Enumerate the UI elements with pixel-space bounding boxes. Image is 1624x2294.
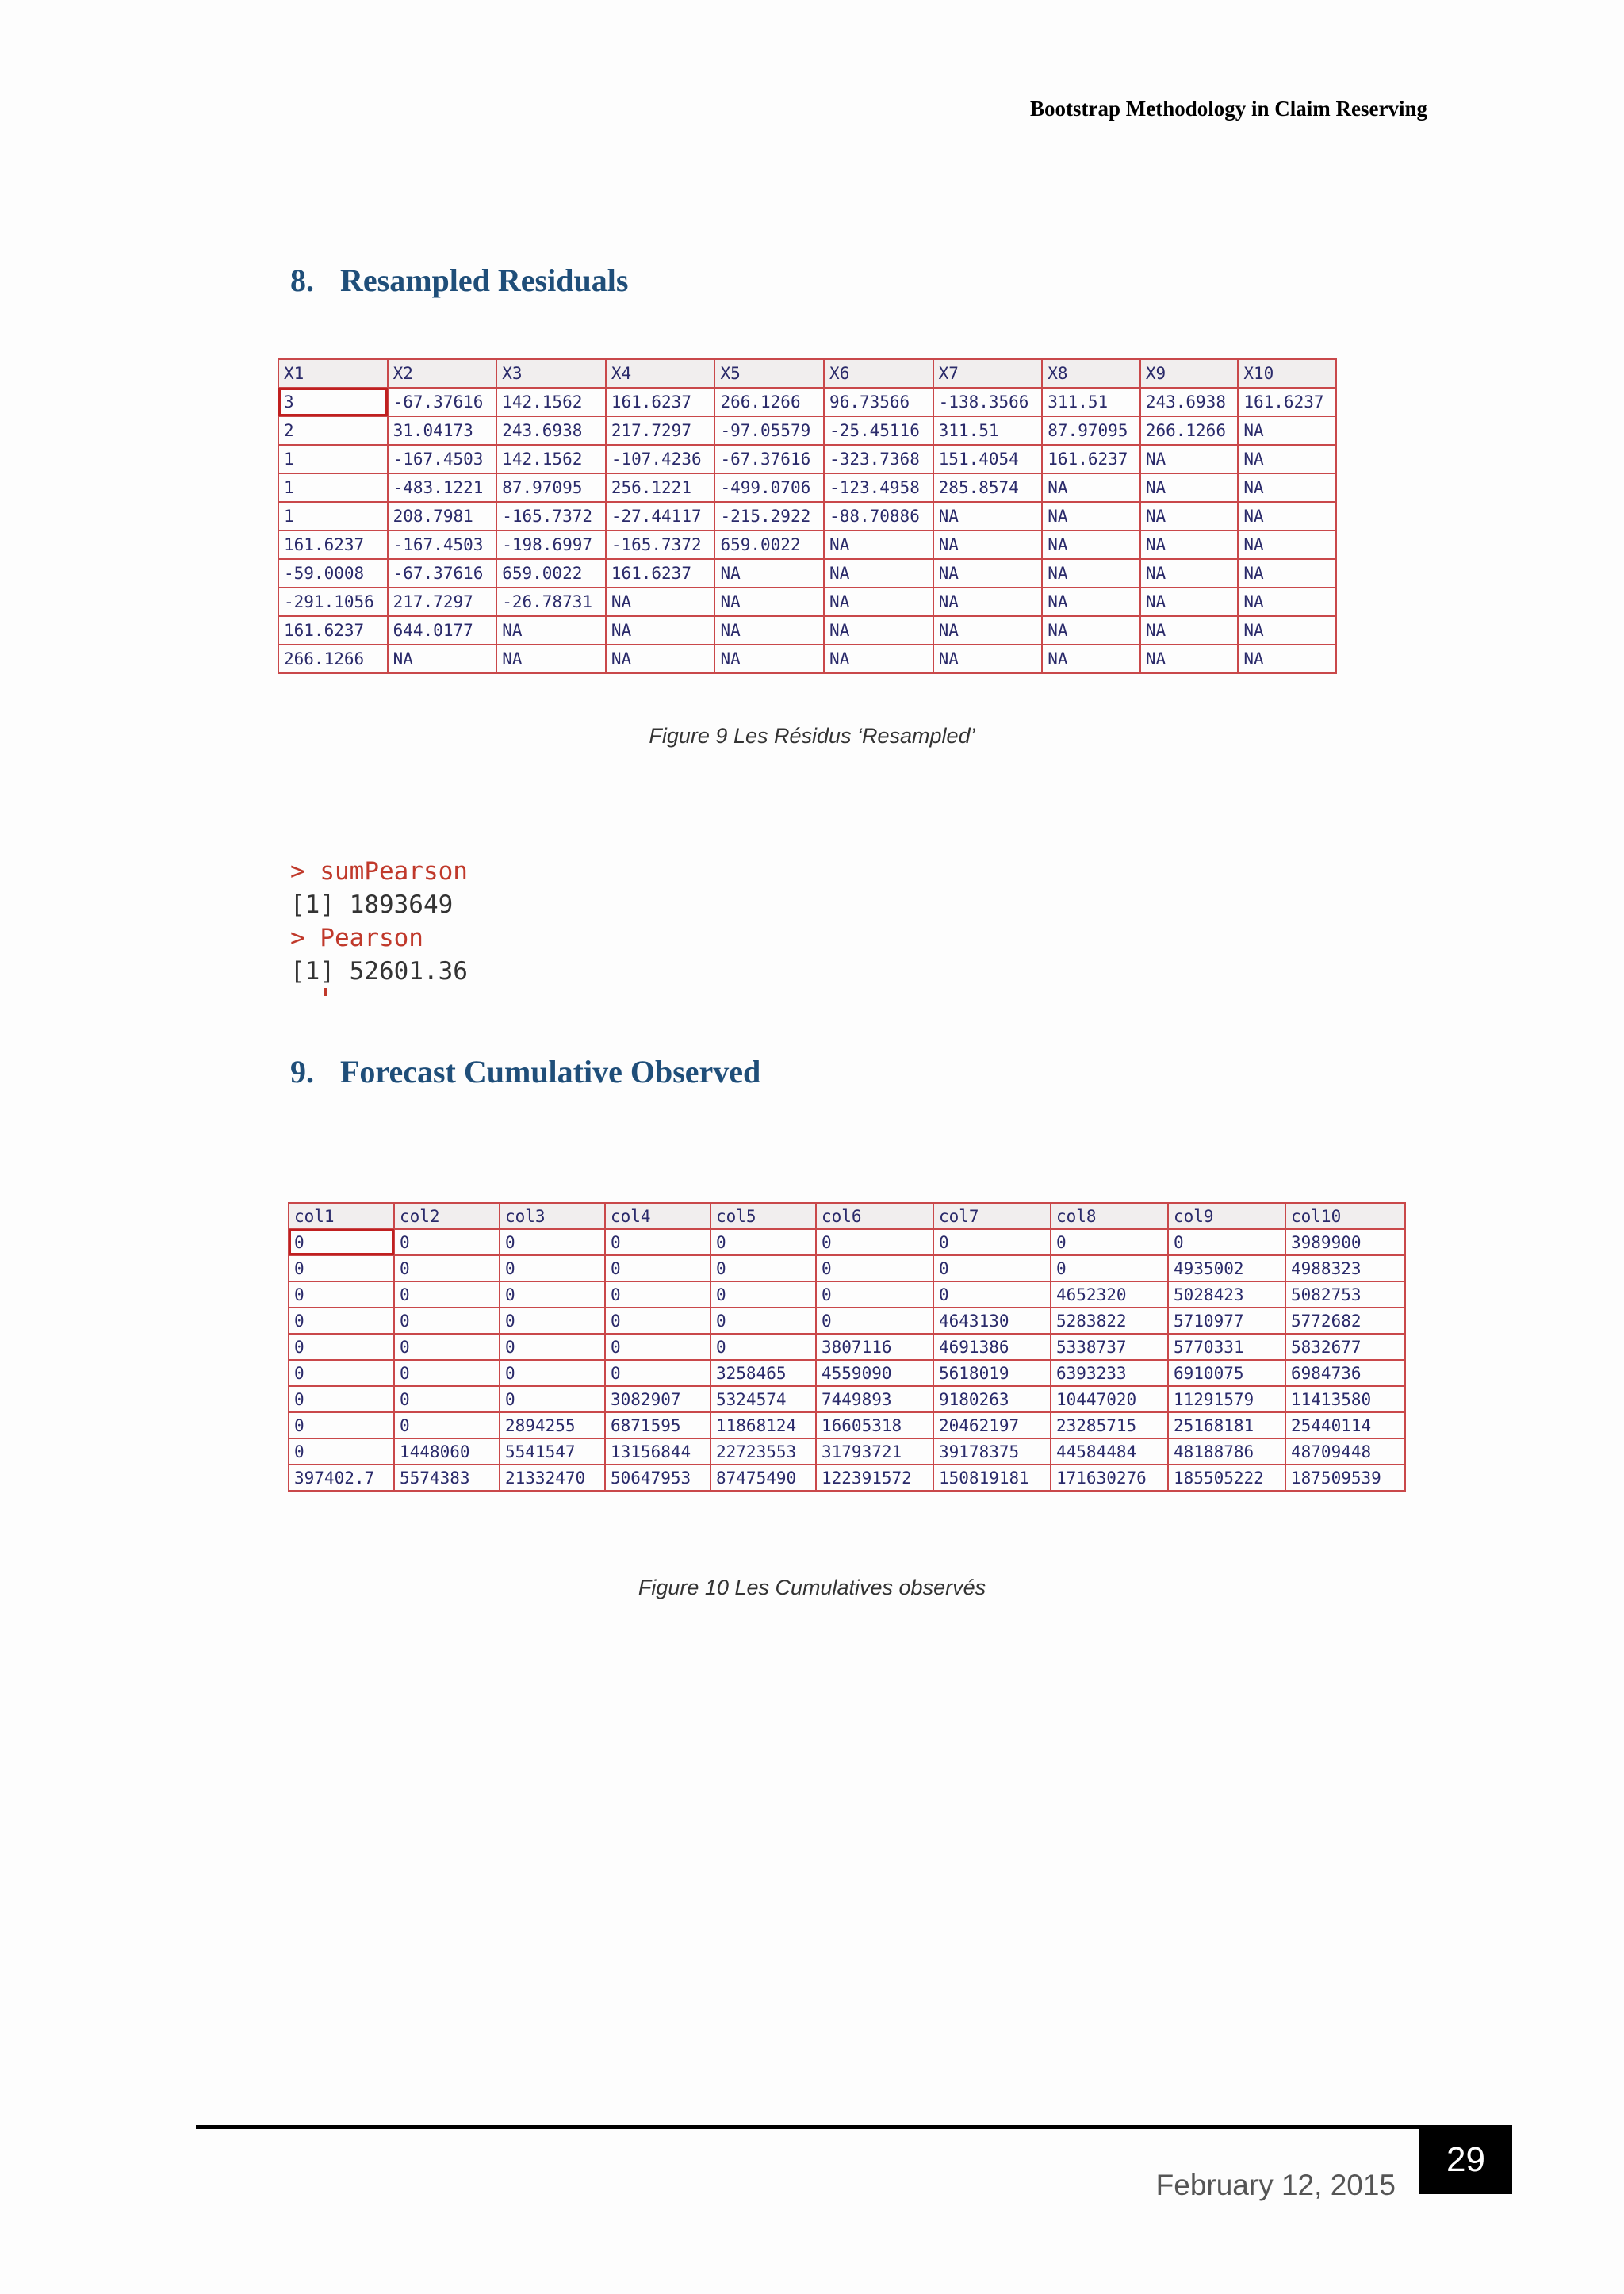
table-cell[interactable]: NA — [496, 616, 606, 645]
table-cell[interactable]: 0 — [933, 1281, 1051, 1308]
table-cell[interactable]: 0 — [394, 1360, 500, 1386]
table-cell[interactable]: -123.4958 — [824, 473, 933, 502]
table-row — [289, 1438, 1405, 1465]
table-row — [278, 588, 1336, 616]
forecast-cumulative-table — [288, 1202, 1406, 1492]
table-cell[interactable]: 20462197 — [933, 1412, 1051, 1438]
table-cell[interactable]: 0 — [289, 1360, 394, 1386]
table-cell[interactable]: 0 — [394, 1308, 500, 1334]
table-cell[interactable]: 11868124 — [710, 1412, 816, 1438]
table-cell[interactable]: -67.37616 — [714, 445, 824, 473]
table-cell[interactable]: 0 — [500, 1255, 605, 1281]
table-cell[interactable]: 3 — [278, 388, 388, 416]
table-cell[interactable]: 4691386 — [933, 1334, 1051, 1360]
column-header[interactable]: X10 — [1238, 359, 1336, 388]
table-cell[interactable]: NA — [933, 588, 1043, 616]
table-cell[interactable]: -165.7372 — [496, 502, 606, 530]
section-9-title: Forecast Cumulative Observed — [340, 1054, 761, 1090]
table-cell[interactable]: NA — [1140, 645, 1239, 673]
running-header: Bootstrap Methodology in Claim Reserving — [1030, 97, 1427, 121]
table-row — [289, 1281, 1405, 1308]
table-cell[interactable]: -88.70886 — [824, 502, 933, 530]
table-cell[interactable]: NA — [1238, 445, 1336, 473]
table-cell[interactable]: NA — [1140, 530, 1239, 559]
table-cell[interactable]: NA — [1140, 559, 1239, 588]
table-cell[interactable]: 0 — [394, 1281, 500, 1308]
table-cell[interactable]: 87.97095 — [1042, 416, 1140, 445]
table-cell[interactable]: 5772682 — [1285, 1308, 1405, 1334]
table-cell[interactable]: 171630276 — [1051, 1465, 1168, 1491]
column-header[interactable]: X8 — [1042, 359, 1140, 388]
table-cell[interactable]: NA — [933, 616, 1043, 645]
table-cell[interactable]: 122391572 — [816, 1465, 933, 1491]
console-output-line: [1] 52601.36 — [290, 957, 468, 986]
table-cell[interactable]: 0 — [816, 1229, 933, 1255]
table-cell[interactable]: 0 — [1168, 1229, 1285, 1255]
table-cell[interactable]: NA — [714, 616, 824, 645]
table-row — [289, 1386, 1405, 1412]
table-cell[interactable]: 161.6237 — [1042, 445, 1140, 473]
table-cell[interactable]: 5283822 — [1051, 1308, 1168, 1334]
table-cell[interactable]: -67.37616 — [388, 388, 497, 416]
table-cell[interactable]: 0 — [289, 1308, 394, 1334]
table-cell[interactable]: NA — [1042, 616, 1140, 645]
table-cell[interactable]: 0 — [289, 1412, 394, 1438]
table-cell[interactable]: NA — [824, 645, 933, 673]
table-cell[interactable]: 4643130 — [933, 1308, 1051, 1334]
table-cell[interactable]: NA — [388, 645, 497, 673]
table-cell[interactable]: 6910075 — [1168, 1360, 1285, 1386]
table-cell[interactable]: 16605318 — [816, 1412, 933, 1438]
column-header[interactable]: col7 — [933, 1203, 1051, 1229]
table-cell[interactable]: 6393233 — [1051, 1360, 1168, 1386]
table-row — [289, 1360, 1405, 1386]
table-cell[interactable]: -67.37616 — [388, 559, 497, 588]
table-cell[interactable]: 11291579 — [1168, 1386, 1285, 1412]
table-cell[interactable]: 150819181 — [933, 1465, 1051, 1491]
table-cell[interactable]: -26.78731 — [496, 588, 606, 616]
table-cell[interactable]: NA — [933, 502, 1043, 530]
table-row — [278, 559, 1336, 588]
table-cell[interactable]: NA — [1042, 645, 1140, 673]
table-cell[interactable]: 644.0177 — [388, 616, 497, 645]
table-cell[interactable]: 243.6938 — [1140, 388, 1239, 416]
table-cell[interactable]: NA — [714, 559, 824, 588]
table-cell[interactable]: NA — [1042, 588, 1140, 616]
table-cell[interactable]: 0 — [1051, 1255, 1168, 1281]
table-header-row — [289, 1203, 1405, 1229]
r-console-output — [290, 855, 468, 996]
table-cell[interactable]: NA — [1238, 530, 1336, 559]
table-cell[interactable]: NA — [1238, 559, 1336, 588]
section-9-heading — [290, 1053, 760, 1090]
table-cell[interactable]: 48188786 — [1168, 1438, 1285, 1465]
table-cell[interactable]: 5710977 — [1168, 1308, 1285, 1334]
table-cell[interactable]: 311.51 — [933, 416, 1043, 445]
table-cell[interactable]: NA — [1042, 559, 1140, 588]
table-cell[interactable]: -291.1056 — [278, 588, 388, 616]
table-cell[interactable]: 87475490 — [710, 1465, 816, 1491]
table-cell[interactable]: 0 — [394, 1386, 500, 1412]
table-cell[interactable]: NA — [1140, 445, 1239, 473]
table-cell[interactable]: 87.97095 — [496, 473, 606, 502]
table-cell[interactable]: NA — [496, 645, 606, 673]
table-cell[interactable]: 161.6237 — [278, 530, 388, 559]
table-cell[interactable]: 0 — [605, 1334, 710, 1360]
table-cell[interactable]: NA — [1238, 588, 1336, 616]
table-cell[interactable]: 0 — [500, 1360, 605, 1386]
table-cell[interactable]: 0 — [710, 1229, 816, 1255]
table-cell[interactable]: 21332470 — [500, 1465, 605, 1491]
table-cell[interactable]: 4988323 — [1285, 1255, 1405, 1281]
table-row — [278, 473, 1336, 502]
table-cell[interactable]: NA — [933, 645, 1043, 673]
table-cell[interactable]: NA — [824, 559, 933, 588]
table-cell[interactable]: NA — [933, 530, 1043, 559]
table-cell[interactable]: NA — [714, 645, 824, 673]
footer-date: February 12, 2015 — [1155, 2169, 1396, 2201]
table-cell[interactable]: 0 — [500, 1334, 605, 1360]
table-row — [289, 1465, 1405, 1491]
table-cell[interactable]: 0 — [710, 1334, 816, 1360]
section-8-heading — [290, 262, 628, 299]
table-cell[interactable]: 0 — [710, 1255, 816, 1281]
table-cell[interactable]: NA — [1238, 502, 1336, 530]
table-header-row — [278, 359, 1336, 388]
table-row — [278, 502, 1336, 530]
table-cell[interactable]: 4935002 — [1168, 1255, 1285, 1281]
table-cell[interactable]: 2 — [278, 416, 388, 445]
table-cell[interactable]: 151.4054 — [933, 445, 1043, 473]
table-cell[interactable]: 0 — [605, 1281, 710, 1308]
table-cell[interactable]: 5618019 — [933, 1360, 1051, 1386]
table-cell[interactable]: NA — [933, 559, 1043, 588]
table-cell[interactable]: 5028423 — [1168, 1281, 1285, 1308]
table-cell[interactable]: 0 — [500, 1281, 605, 1308]
table-cell[interactable]: 23285715 — [1051, 1412, 1168, 1438]
section-8-number: 8. — [290, 262, 314, 298]
table-cell[interactable]: 48709448 — [1285, 1438, 1405, 1465]
table-cell[interactable]: 0 — [500, 1308, 605, 1334]
table-cell[interactable]: 4559090 — [816, 1360, 933, 1386]
table-cell[interactable]: 1 — [278, 445, 388, 473]
column-header[interactable]: col10 — [1285, 1203, 1405, 1229]
table-cell[interactable]: 0 — [605, 1255, 710, 1281]
console-command: > Pearson — [290, 924, 423, 952]
table-cell[interactable]: NA — [714, 588, 824, 616]
table-cell[interactable]: NA — [1238, 473, 1336, 502]
column-header[interactable]: X4 — [606, 359, 715, 388]
table-cell[interactable]: -167.4503 — [388, 530, 497, 559]
table-cell[interactable]: -215.2922 — [714, 502, 824, 530]
table-cell[interactable]: 13156844 — [605, 1438, 710, 1465]
table-cell[interactable]: NA — [1238, 416, 1336, 445]
table-cell[interactable]: 243.6938 — [496, 416, 606, 445]
table-cell[interactable]: 31.04173 — [388, 416, 497, 445]
table-cell[interactable]: 0 — [289, 1438, 394, 1465]
table-cell[interactable]: -107.4236 — [606, 445, 715, 473]
table-cell[interactable]: 0 — [289, 1334, 394, 1360]
table-cell[interactable]: 0 — [816, 1255, 933, 1281]
table-row — [278, 616, 1336, 645]
table-cell[interactable]: 266.1266 — [714, 388, 824, 416]
table-cell[interactable]: -138.3566 — [933, 388, 1043, 416]
table-cell[interactable]: 25440114 — [1285, 1412, 1405, 1438]
page-number: 29 — [1419, 2125, 1512, 2194]
table-row — [278, 388, 1336, 416]
table-cell[interactable]: 5324574 — [710, 1386, 816, 1412]
resampled-residuals-table — [278, 358, 1337, 674]
table-cell[interactable]: 5338737 — [1051, 1334, 1168, 1360]
table-cell[interactable]: 11413580 — [1285, 1386, 1405, 1412]
table-cell[interactable]: 4652320 — [1051, 1281, 1168, 1308]
table-cell[interactable]: 0 — [710, 1308, 816, 1334]
table-cell[interactable]: NA — [606, 616, 715, 645]
table-cell[interactable]: 161.6237 — [606, 559, 715, 588]
table-cell[interactable]: 659.0022 — [496, 559, 606, 588]
column-header[interactable]: X5 — [714, 359, 824, 388]
table-cell[interactable]: -25.45116 — [824, 416, 933, 445]
table-cell[interactable]: 208.7981 — [388, 502, 497, 530]
table-cell[interactable]: 25168181 — [1168, 1412, 1285, 1438]
table-cell[interactable]: 187509539 — [1285, 1465, 1405, 1491]
table-cell[interactable]: 217.7297 — [606, 416, 715, 445]
figure-10-caption: Figure 10 Les Cumulatives observés — [638, 1576, 986, 1599]
console-command: > sumPearson — [290, 857, 468, 886]
table-cell[interactable]: 142.1562 — [496, 388, 606, 416]
table-row — [289, 1229, 1405, 1255]
table-cell[interactable]: 96.73566 — [824, 388, 933, 416]
table-row — [289, 1412, 1405, 1438]
column-header[interactable]: X6 — [824, 359, 933, 388]
table-cell[interactable]: 0 — [605, 1229, 710, 1255]
table-cell[interactable]: 0 — [500, 1229, 605, 1255]
table-cell[interactable]: 31793721 — [816, 1438, 933, 1465]
column-header[interactable]: X1 — [278, 359, 388, 388]
table-cell[interactable]: NA — [606, 645, 715, 673]
table-cell[interactable]: 1448060 — [394, 1438, 500, 1465]
table-cell[interactable]: 0 — [289, 1386, 394, 1412]
table-cell[interactable]: 3082907 — [605, 1386, 710, 1412]
column-header[interactable]: col1 — [289, 1203, 394, 1229]
table-cell[interactable]: -27.44117 — [606, 502, 715, 530]
column-header[interactable]: col5 — [710, 1203, 816, 1229]
column-header[interactable]: X9 — [1140, 359, 1239, 388]
table-cell[interactable]: 6984736 — [1285, 1360, 1405, 1386]
table-cell[interactable]: 0 — [933, 1255, 1051, 1281]
table-row — [278, 530, 1336, 559]
table-cell[interactable]: -198.6997 — [496, 530, 606, 559]
table-cell[interactable]: 10447020 — [1051, 1386, 1168, 1412]
table-cell[interactable]: -323.7368 — [824, 445, 933, 473]
table-cell[interactable]: 3807116 — [816, 1334, 933, 1360]
table-cell[interactable]: NA — [606, 588, 715, 616]
column-header[interactable]: col9 — [1168, 1203, 1285, 1229]
table-cell[interactable]: 5832677 — [1285, 1334, 1405, 1360]
table-cell[interactable]: 311.51 — [1042, 388, 1140, 416]
table-cell[interactable]: 44584484 — [1051, 1438, 1168, 1465]
table-cell[interactable]: NA — [1140, 502, 1239, 530]
table-row — [289, 1334, 1405, 1360]
table-cell[interactable]: 7449893 — [816, 1386, 933, 1412]
table-cell[interactable]: 6871595 — [605, 1412, 710, 1438]
table-cell[interactable]: 5541547 — [500, 1438, 605, 1465]
table-cell[interactable]: NA — [1140, 588, 1239, 616]
table-row — [278, 445, 1336, 473]
table-cell[interactable]: 22723553 — [710, 1438, 816, 1465]
table-cell[interactable]: NA — [824, 588, 933, 616]
figure-9-caption: Figure 9 Les Résidus ‘Resampled’ — [649, 724, 975, 748]
table-cell[interactable]: 0 — [289, 1229, 394, 1255]
table-cell[interactable]: -165.7372 — [606, 530, 715, 559]
table-cell[interactable]: 217.7297 — [388, 588, 497, 616]
table-cell[interactable]: 0 — [710, 1281, 816, 1308]
table-cell[interactable]: 0 — [816, 1308, 933, 1334]
table-cell[interactable]: 5770331 — [1168, 1334, 1285, 1360]
table-cell[interactable]: NA — [1238, 645, 1336, 673]
table-cell[interactable]: 39178375 — [933, 1438, 1051, 1465]
table-cell[interactable]: 3258465 — [710, 1360, 816, 1386]
column-header[interactable]: col6 — [816, 1203, 933, 1229]
footer-rule — [196, 2125, 1512, 2129]
table-row — [278, 416, 1336, 445]
table-cell[interactable]: NA — [1042, 502, 1140, 530]
table-cell[interactable]: 659.0022 — [714, 530, 824, 559]
column-header[interactable]: col8 — [1051, 1203, 1168, 1229]
table-cell[interactable]: 266.1266 — [1140, 416, 1239, 445]
column-header[interactable]: X2 — [388, 359, 497, 388]
table-row — [289, 1308, 1405, 1334]
table-cell[interactable]: 3989900 — [1285, 1229, 1405, 1255]
table-cell[interactable]: 0 — [1051, 1229, 1168, 1255]
column-header[interactable]: col4 — [605, 1203, 710, 1229]
table-cell[interactable]: -59.0008 — [278, 559, 388, 588]
table-row — [289, 1255, 1405, 1281]
column-header[interactable]: X7 — [933, 359, 1043, 388]
table-cell[interactable]: -167.4503 — [388, 445, 497, 473]
table-cell[interactable]: NA — [1238, 616, 1336, 645]
table-cell[interactable]: 161.6237 — [278, 616, 388, 645]
table-cell[interactable]: 142.1562 — [496, 445, 606, 473]
table-cell[interactable]: NA — [1140, 473, 1239, 502]
section-9-number: 9. — [290, 1054, 314, 1090]
table-cell[interactable]: 5574383 — [394, 1465, 500, 1491]
table-cell[interactable]: 9180263 — [933, 1386, 1051, 1412]
table-cell[interactable]: 161.6237 — [1238, 388, 1336, 416]
table-cell[interactable]: NA — [824, 530, 933, 559]
table-cell[interactable]: 0 — [289, 1281, 394, 1308]
column-header[interactable]: col3 — [500, 1203, 605, 1229]
section-8-title: Resampled Residuals — [340, 262, 629, 298]
table-cell[interactable]: 285.8574 — [933, 473, 1043, 502]
table-cell[interactable]: NA — [1140, 616, 1239, 645]
table-cell[interactable]: -97.05579 — [714, 416, 824, 445]
table-cell[interactable]: 2894255 — [500, 1412, 605, 1438]
table-cell[interactable]: 0 — [394, 1412, 500, 1438]
table-cell[interactable]: 185505222 — [1168, 1465, 1285, 1491]
console-cursor — [324, 988, 327, 996]
table-cell[interactable]: 0 — [605, 1308, 710, 1334]
column-header[interactable]: X3 — [496, 359, 606, 388]
table-cell[interactable]: 397402.7 — [289, 1465, 394, 1491]
table-cell[interactable]: 1 — [278, 502, 388, 530]
table-cell[interactable]: 0 — [933, 1229, 1051, 1255]
table-cell[interactable]: 256.1221 — [606, 473, 715, 502]
table-cell[interactable]: 0 — [500, 1386, 605, 1412]
table-cell[interactable]: 0 — [816, 1281, 933, 1308]
table-cell[interactable]: 1 — [278, 473, 388, 502]
table-cell[interactable]: 0 — [394, 1229, 500, 1255]
console-output-line: [1] 1893649 — [290, 890, 454, 919]
table-cell[interactable]: 161.6237 — [606, 388, 715, 416]
table-row — [278, 645, 1336, 673]
table-cell[interactable]: 0 — [394, 1334, 500, 1360]
table-cell[interactable]: 0 — [394, 1255, 500, 1281]
table-cell[interactable]: 0 — [605, 1360, 710, 1386]
table-cell[interactable]: NA — [1042, 473, 1140, 502]
column-header[interactable]: col2 — [394, 1203, 500, 1229]
table-cell[interactable]: NA — [824, 616, 933, 645]
table-cell[interactable]: 266.1266 — [278, 645, 388, 673]
table-cell[interactable]: 5082753 — [1285, 1281, 1405, 1308]
table-cell[interactable]: NA — [1042, 530, 1140, 559]
table-cell[interactable]: -499.0706 — [714, 473, 824, 502]
table-cell[interactable]: -483.1221 — [388, 473, 497, 502]
table-cell[interactable]: 0 — [289, 1255, 394, 1281]
table-cell[interactable]: 50647953 — [605, 1465, 710, 1491]
